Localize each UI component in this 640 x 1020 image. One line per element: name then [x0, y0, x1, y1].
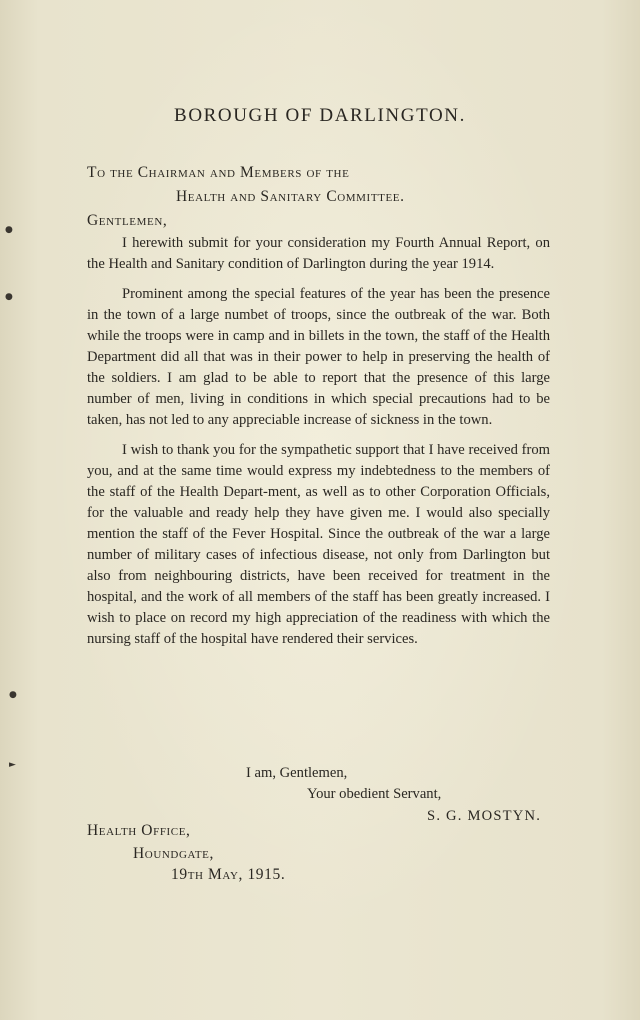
- address-line-1: To the Chairman and Members of the: [87, 164, 350, 181]
- margin-mark: ●: [9, 690, 17, 700]
- paragraph-2: Prominent among the special features of the year has been the presence in the town of a large numbet of troops, since the outbreak of the war. Both while the troops were in camp and in billets in the town, the staff of the Health Department did all that was in their power to help in preserving the health of the soldiers. I am glad to be able to report that the presence of this large number of men, living in conditions in which special precautions had to be taken, has not led to any appreciable increase of sickness in the town.: [87, 286, 550, 428]
- address-line-2: Health and Sanitary Committee.: [176, 188, 405, 205]
- margin-mark: ►: [9, 760, 16, 770]
- paragraph-3: I wish to thank you for the sympathetic support that I have received from you, and at the same time would express my indebtedness to the members of the staff of the Health Depart-ment, as well as to other Corporation Officials, for the valuable and ready help they have given me. I would also specially mention the staff of the Fever Hospital. Since the outbreak of the war a large number of military cases of infectious disease, not only from Darlington but also from neighbouring districts, have been received for treatment in the hospital, and the work of all members of the staff has been greatly increased. I wish to place on record my high appreciation of the readiness with which the nursing staff of the hospital have rendered their services.: [87, 442, 550, 647]
- letter-body: [87, 233, 550, 650]
- closing-line-1: I am, Gentlemen,: [246, 765, 348, 781]
- margin-mark: ●: [5, 225, 13, 235]
- office-line-2: Houndgate,: [133, 845, 214, 862]
- closing-line-2: Your obedient Servant,: [307, 786, 442, 802]
- signature: S. G. MOSTYN.: [427, 808, 542, 824]
- salutation: Gentlemen,: [87, 212, 168, 229]
- office-date: 19th May, 1915.: [171, 866, 286, 883]
- margin-mark: ●: [5, 292, 13, 302]
- paragraph-1: I herewith submit for your consideration my Fourth Annual Report, on the Health and Sanitary condition of Darlington during the year 1914.: [87, 235, 550, 272]
- document-title: BOROUGH OF DARLINGTON.: [174, 105, 466, 126]
- office-line-1: Health Office,: [87, 822, 191, 839]
